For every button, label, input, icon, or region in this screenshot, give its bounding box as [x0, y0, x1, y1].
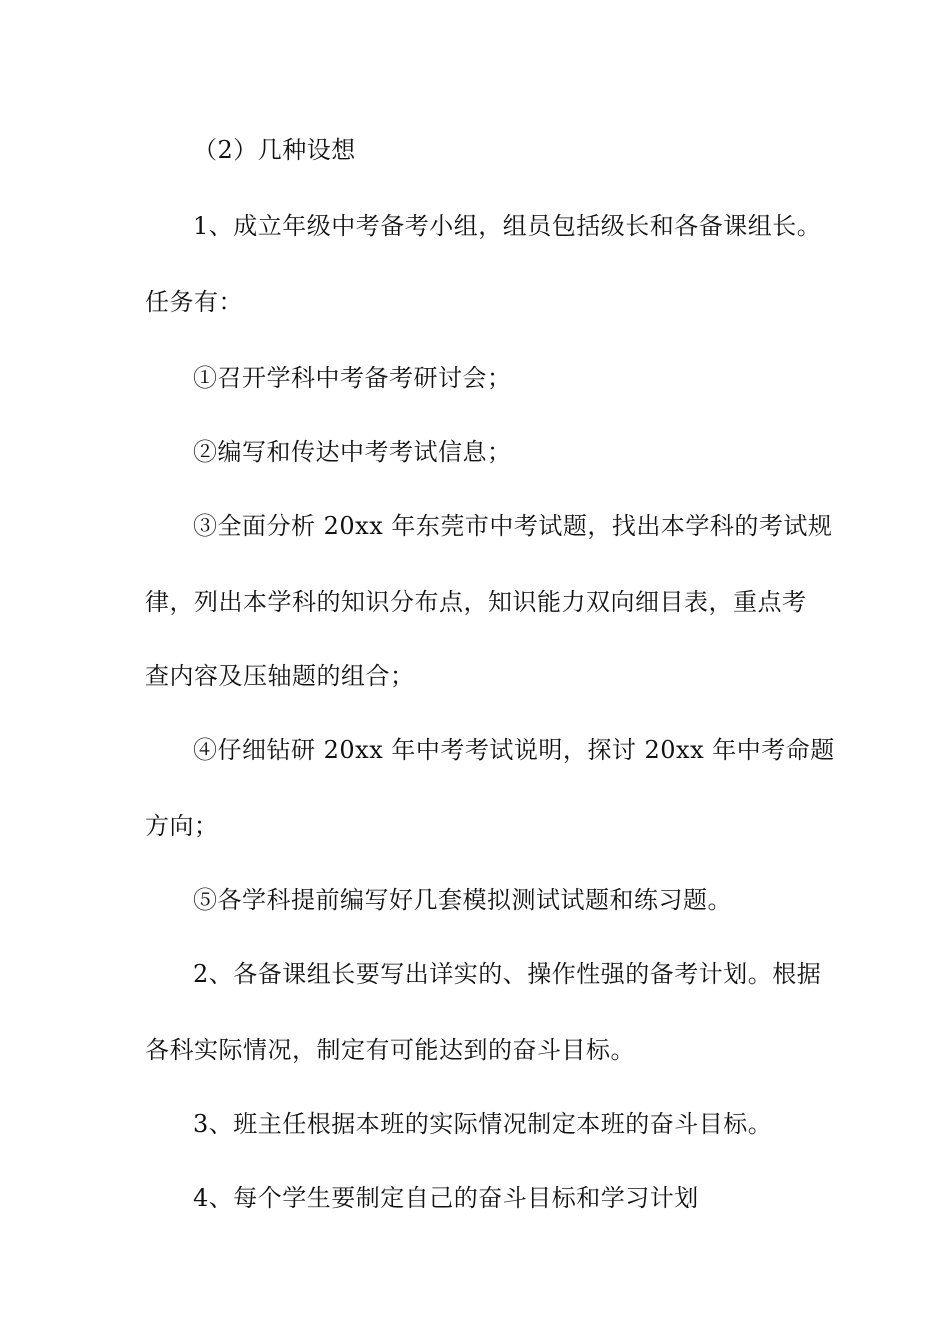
paragraph-line: ④仔细钻研 20xx 年中考考试说明，探讨 20xx 年中考命题 [193, 736, 835, 764]
paragraph-line: ②编写和传达中考考试信息； [193, 438, 512, 466]
section-heading: （2）几种设想 [193, 136, 356, 164]
paragraph-line: 任务有： [145, 288, 243, 316]
paragraph-line: ⑤各学科提前编写好几套模拟测试试题和练习题。 [193, 886, 732, 914]
paragraph-line: ③全面分析 20xx 年东莞市中考试题，找出本学科的考试规 [193, 512, 833, 540]
paragraph-line: 方向； [145, 812, 219, 840]
paragraph-line: 律，列出本学科的知识分布点，知识能力双向细目表，重点考 [145, 588, 807, 616]
paragraph-line: 1、成立年级中考备考小组，组员包括级长和各备课组长。 [193, 212, 822, 240]
paragraph-line: 4、每个学生要制定自己的奋斗目标和学习计划 [193, 1184, 699, 1212]
paragraph-line: 2、各备课组长要写出详实的、操作性强的备考计划。根据 [193, 960, 822, 988]
paragraph-line: 各科实际情况，制定有可能达到的奋斗目标。 [145, 1036, 635, 1064]
paragraph-line: ①召开学科中考备考研讨会； [193, 364, 512, 392]
paragraph-line: 查内容及压轴题的组合； [145, 662, 415, 690]
paragraph-line: 3、班主任根据本班的实际情况制定本班的奋斗目标。 [193, 1110, 773, 1138]
